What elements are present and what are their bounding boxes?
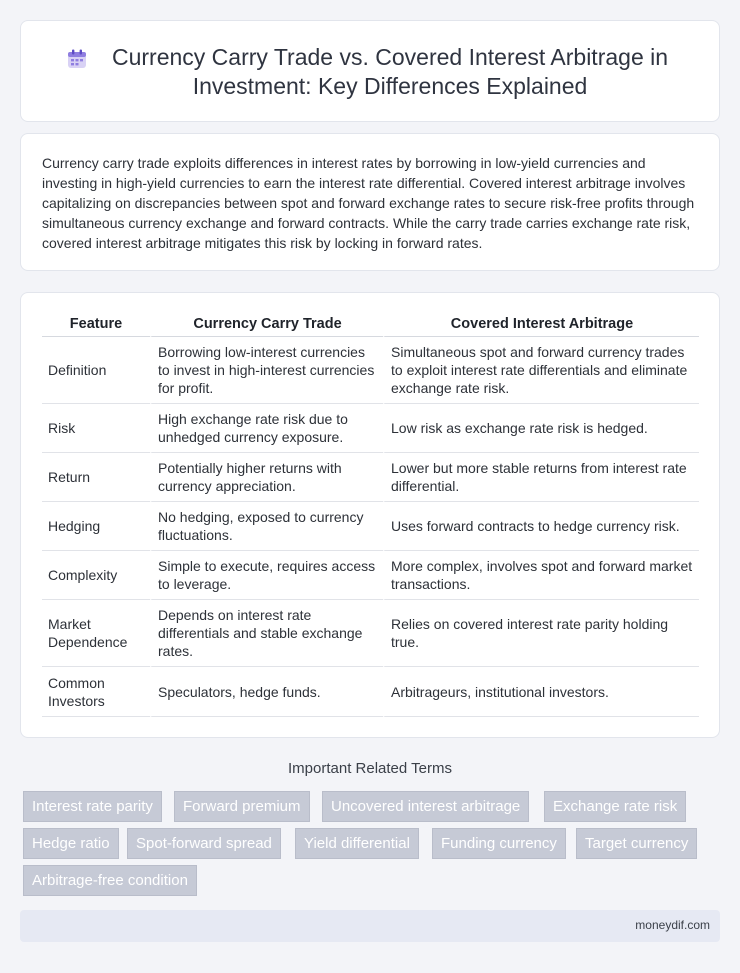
footer-site-link[interactable]: moneydif.com	[635, 918, 710, 932]
covered-arbitrage-cell: Lower but more stable returns from interest rate differential.	[383, 453, 699, 502]
table-row	[42, 453, 699, 502]
related-term-tag[interactable]: Yield differential	[295, 828, 419, 859]
table-row	[42, 667, 699, 717]
related-term-tag[interactable]: Interest rate parity	[23, 791, 162, 822]
title-card	[20, 20, 720, 122]
table-row	[42, 502, 699, 551]
covered-arbitrage-cell: Simultaneous spot and forward currency trades to exploit interest rate differentials and eliminate exchange rate risk.	[383, 337, 699, 404]
comparison-card	[20, 292, 720, 738]
covered-arbitrage-cell: Uses forward contracts to hedge currency risk.	[383, 502, 699, 551]
table-header-row	[42, 311, 699, 337]
header-covered-arbitrage: Covered Interest Arbitrage	[383, 311, 699, 337]
table-row	[42, 551, 699, 600]
feature-cell: Complexity	[42, 551, 150, 600]
carry-trade-cell: Simple to execute, requires access to leverage.	[150, 551, 383, 600]
related-term-tag[interactable]: Funding currency	[432, 828, 566, 859]
carry-trade-cell: High exchange rate risk due to unhedged currency exposure.	[150, 404, 383, 453]
related-term-tag[interactable]: Target currency	[576, 828, 697, 859]
related-terms-heading: Important Related Terms	[288, 760, 452, 777]
table-row	[42, 404, 699, 453]
covered-arbitrage-cell: Arbitrageurs, institutional investors.	[383, 667, 699, 717]
carry-trade-cell: Depends on interest rate differentials and stable exchange rates.	[150, 600, 383, 667]
carry-trade-cell: Borrowing low-interest currencies to invest in high-interest currencies for profit.	[150, 337, 383, 404]
table-row	[42, 337, 699, 404]
related-term-tag[interactable]: Uncovered interest arbitrage	[322, 791, 529, 822]
carry-trade-cell: No hedging, exposed to currency fluctuations.	[150, 502, 383, 551]
covered-arbitrage-cell: More complex, involves spot and forward market transactions.	[383, 551, 699, 600]
feature-cell: Hedging	[42, 502, 150, 551]
intro-paragraph: Currency carry trade exploits differences in interest rates by borrowing in low-yield currencies and investing in high-yield currencies to earn the interest rate differential. Covered interest arbitrage involves capitalizing on discrepancies between spot and forward exchange rates to secure risk-free profits through simultaneous currency exchange and forward contracts. While the carry trade carries exchange rate risk, covered interest arbitrage mitigates this risk by locking in forward rates.	[42, 155, 695, 251]
intro-card	[20, 133, 720, 271]
table-row	[42, 600, 699, 667]
related-term-tag[interactable]: Forward premium	[174, 791, 310, 822]
calendar-icon	[66, 49, 88, 69]
covered-arbitrage-cell: Low risk as exchange rate risk is hedged.	[383, 404, 699, 453]
header-carry-trade: Currency Carry Trade	[150, 311, 383, 337]
feature-cell: Common Investors	[42, 667, 150, 717]
feature-cell: Market Dependence	[42, 600, 150, 667]
carry-trade-cell: Potentially higher returns with currency appreciation.	[150, 453, 383, 502]
covered-arbitrage-cell: Relies on covered interest rate parity holding true.	[383, 600, 699, 667]
related-term-tag[interactable]: Hedge ratio	[23, 828, 119, 859]
footer	[20, 910, 720, 942]
header-feature: Feature	[42, 311, 150, 337]
related-term-tag[interactable]: Spot-forward spread	[127, 828, 281, 859]
comparison-table	[42, 311, 699, 717]
related-term-tag[interactable]: Exchange rate risk	[544, 791, 686, 822]
feature-cell: Definition	[42, 337, 150, 404]
related-term-tag[interactable]: Arbitrage-free condition	[23, 865, 197, 896]
feature-cell: Return	[42, 453, 150, 502]
carry-trade-cell: Speculators, hedge funds.	[150, 667, 383, 717]
page-title: Currency Carry Trade vs. Covered Interest Arbitrage in Investment: Key Differences Explained	[111, 44, 669, 99]
feature-cell: Risk	[42, 404, 150, 453]
